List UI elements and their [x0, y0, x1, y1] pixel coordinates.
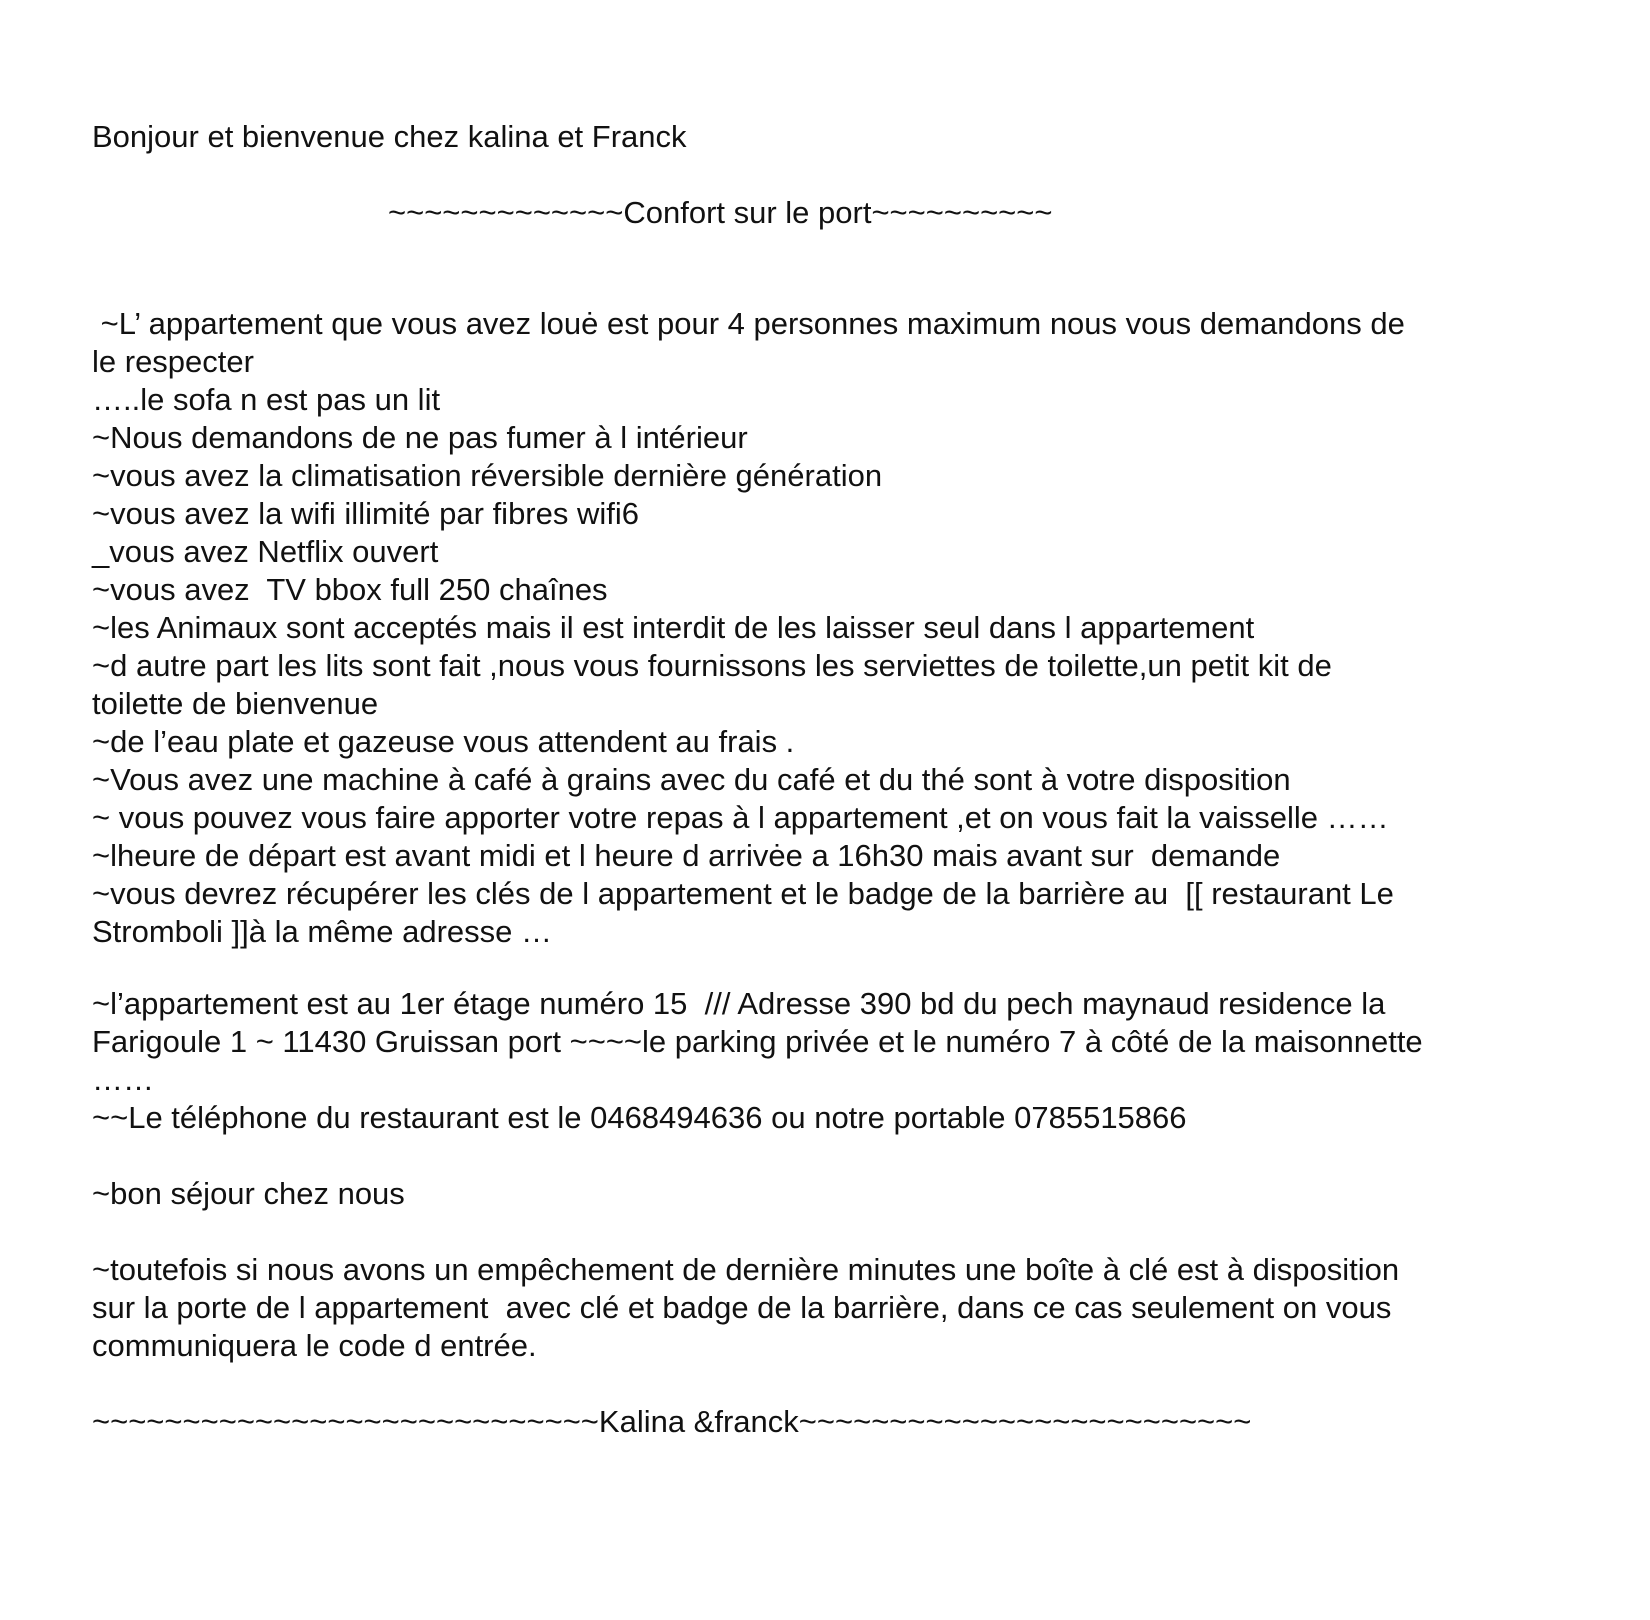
contingency-line: communiquera le code d entrée.	[92, 1328, 537, 1363]
farewell-text: ~bon séjour chez nous	[92, 1176, 405, 1211]
rule-line: ~lheure de départ est avant midi et l heure d arrivėe a 16h30 mais avant sur demande	[92, 838, 1281, 873]
contingency-line: ~toutefois si nous avons un empêchement de dernière minutes une boîte à clé est à disposition	[92, 1252, 1400, 1287]
rule-line: ~d autre part les lits sont fait ,nous vous fournissons les serviettes de toilette,un petit kit de	[92, 648, 1332, 683]
rule-line: ~vous avez TV bbox full 250 chaînes	[92, 572, 608, 607]
rule-line: ~vous devrez récupérer les clés de l appartement et le badge de la barrière au [[ restaurant Le	[92, 876, 1394, 911]
rule-line: ~Vous avez une machine à café à grains avec du café et du thé sont à votre disposition	[92, 762, 1291, 797]
rule-line: …..le sofa n est pas un lit	[92, 382, 441, 417]
address-line: ~l’appartement est au 1er étage numéro 15 /// Adresse 390 bd du pech maynaud residence la	[92, 986, 1386, 1021]
rule-line: Stromboli ]]à la même adresse …	[92, 914, 553, 949]
house-rules-block	[92, 305, 1405, 951]
greeting-line	[92, 118, 687, 156]
rule-line: ~L’ appartement que vous avez louė est pour 4 personnes maximum nous vous demandons de	[92, 306, 1405, 341]
rule-line: toilette de bienvenue	[92, 686, 379, 721]
rule-line: le respecter	[92, 344, 254, 379]
contingency-block	[92, 1251, 1399, 1365]
phone-line: ~~Le téléphone du restaurant est le 0468494636 ou notre portable 0785515866	[92, 1100, 1187, 1135]
signature-line	[92, 1403, 1251, 1441]
rule-line: ~vous avez la wifi illimité par fibres wifi6	[92, 496, 639, 531]
address-line: Farigoule 1 ~ 11430 Gruissan port ~~~~le parking privée et le numéro 7 à côté de la maisonnette	[92, 1024, 1423, 1059]
rule-line: _vous avez Netflix ouvert	[92, 534, 439, 569]
address-line: ……	[92, 1062, 154, 1097]
rule-line: ~de l’eau plate et gazeuse vous attendent au frais .	[92, 724, 795, 759]
rule-line: ~Nous demandons de ne pas fumer à l intérieur	[92, 420, 748, 455]
contingency-line: sur la porte de l appartement avec clé et badge de la barrière, dans ce cas seulement on vous	[92, 1290, 1392, 1325]
rule-line: ~vous avez la climatisation réversible dernière génération	[92, 458, 883, 493]
rule-line: ~ vous pouvez vous faire apporter votre repas à l appartement ,et on vous fait la vaisselle ……	[92, 800, 1389, 835]
address-block	[92, 985, 1423, 1137]
title-text: ~~~~~~~~~~~~~Confort sur le port~~~~~~~~~~	[388, 195, 1053, 230]
rule-line: ~les Animaux sont acceptés mais il est interdit de les laisser seul dans l appartement	[92, 610, 1255, 645]
signature-text: ~~~~~~~~~~~~~~~~~~~~~~~~~~~~Kalina &franck~~~~~~~~~~~~~~~~~~~~~~~~~	[92, 1404, 1252, 1439]
greeting-text: Bonjour et bienvenue chez kalina et Franck	[92, 119, 687, 154]
farewell-line	[92, 1175, 405, 1213]
title-line	[388, 194, 1053, 232]
